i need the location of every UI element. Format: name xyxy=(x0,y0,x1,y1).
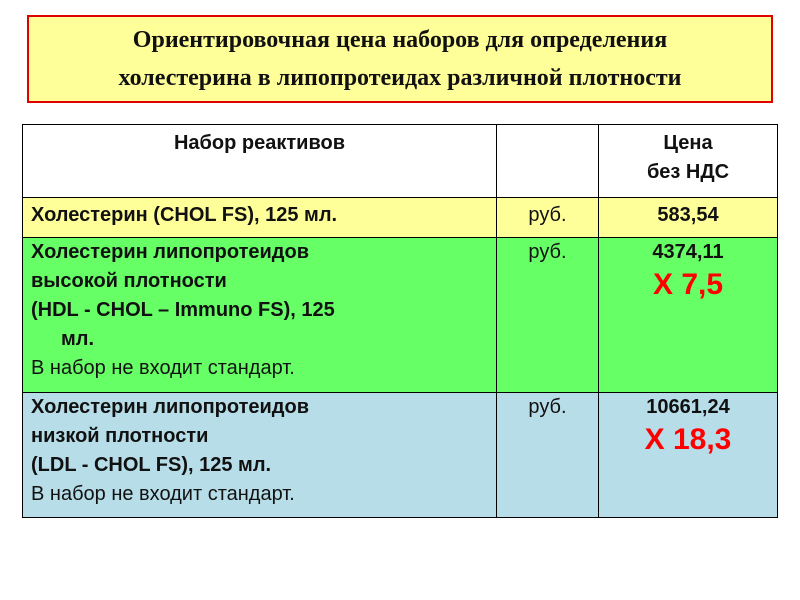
title-line-1: Ориентировочная цена наборов для определения xyxy=(132,27,668,53)
price-multiplier: X 18,3 xyxy=(644,423,732,456)
kit-note: В набор не входит стандарт. xyxy=(31,357,295,379)
slide-title xyxy=(27,15,773,103)
kit-name xyxy=(23,238,497,393)
unit: руб. xyxy=(497,198,599,238)
table-row xyxy=(23,198,778,238)
price-cell xyxy=(599,393,778,518)
kit-name-line: мл. xyxy=(61,328,95,350)
kit-name-line: Холестерин липопротеидов xyxy=(31,396,310,418)
kit-name-line: (LDL - CHOL FS), 125 мл. xyxy=(31,454,272,476)
kit-name-line: (HDL - CHOL – Immuno FS), 125 xyxy=(31,299,335,321)
kit-name-line: высокой плотности xyxy=(31,270,227,292)
kit-name-line: низкой плотности xyxy=(31,425,209,447)
kit-name xyxy=(23,393,497,518)
header-price xyxy=(599,125,778,198)
unit: руб. xyxy=(497,393,599,518)
price: 4374,11 xyxy=(652,241,724,263)
price-cell xyxy=(599,238,778,393)
price-multiplier: X 7,5 xyxy=(652,268,724,301)
price-table xyxy=(22,124,778,518)
table-header-row xyxy=(23,125,778,198)
kit-note: В набор не входит стандарт. xyxy=(31,483,295,505)
kit-name-line: Холестерин липопротеидов xyxy=(31,241,310,263)
price: 10661,24 xyxy=(646,396,730,418)
header-price-line-2: без НДС xyxy=(646,161,730,183)
title-line-2: холестерина в липопротеидах различной плотности xyxy=(118,65,682,91)
kit-name: Холестерин (CHOL FS), 125 мл. xyxy=(23,198,497,238)
price: 583,54 xyxy=(599,198,778,238)
table-row xyxy=(23,393,778,518)
header-unit xyxy=(497,125,599,198)
table-row xyxy=(23,238,778,393)
header-price-line-1: Цена xyxy=(663,132,713,154)
unit: руб. xyxy=(497,238,599,393)
header-kit: Набор реактивов xyxy=(23,125,497,198)
